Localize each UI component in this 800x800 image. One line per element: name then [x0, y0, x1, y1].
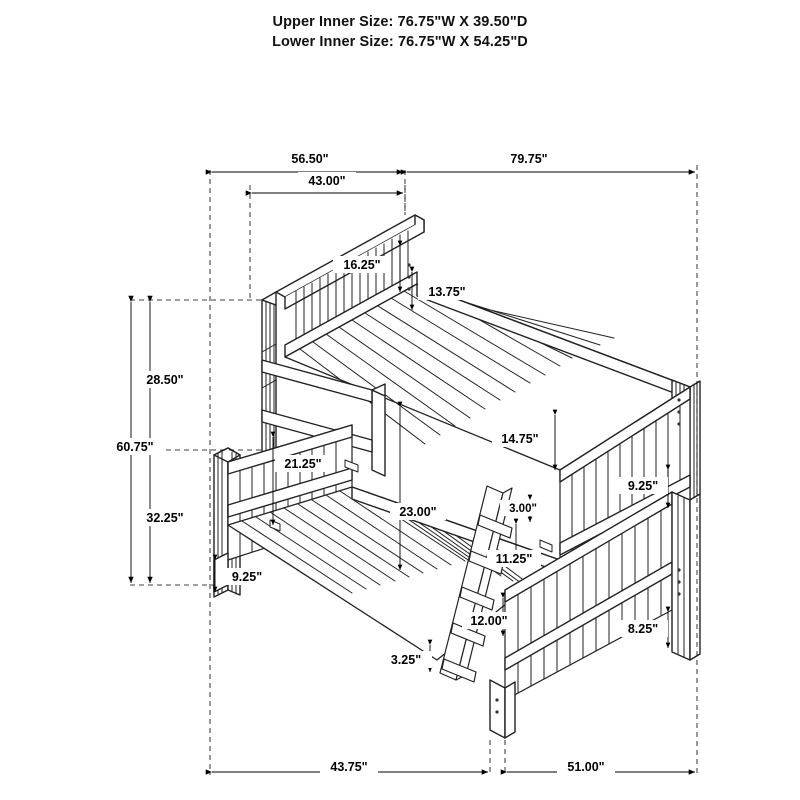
dim-label-79-75: 79.75" — [510, 152, 548, 166]
dim-label-60-75: 60.75" — [116, 440, 154, 454]
dim-label-right-8-25: 8.25" — [627, 622, 659, 636]
dim-label-32-25: 32.25" — [146, 511, 184, 525]
dim-label-21-25: 21.25" — [284, 457, 322, 471]
dim-label-3-00: 3.00" — [509, 503, 537, 515]
dim-label-3-25: 3.25" — [390, 653, 422, 667]
dim-label-12-00: 12.00" — [470, 614, 508, 628]
upper-inner-size-label: Upper Inner Size: 76.75"W X 39.50"D — [272, 14, 528, 30]
dim-label-56-50: 56.50" — [291, 152, 329, 166]
dim-label-14-75: 14.75" — [501, 432, 539, 446]
dim-label-11-25: 11.25" — [495, 552, 533, 566]
dim-label-28-50: 28.50" — [146, 373, 184, 387]
dim-label-13-75: 13.75" — [428, 285, 466, 299]
dim-label-16-25: 16.25" — [343, 258, 381, 272]
dim-label-43-00: 43.00" — [308, 174, 346, 188]
dim-label-51-00: 51.00" — [567, 760, 605, 774]
dim-label-left-9-25: 9.25" — [231, 570, 263, 584]
dim-label-right-9-25: 9.25" — [627, 479, 659, 493]
dim-label-23-00: 23.00" — [399, 505, 437, 519]
dim-label-43-75: 43.75" — [330, 760, 368, 774]
lower-inner-size-label: Lower Inner Size: 76.75"W X 54.25"D — [272, 34, 528, 50]
